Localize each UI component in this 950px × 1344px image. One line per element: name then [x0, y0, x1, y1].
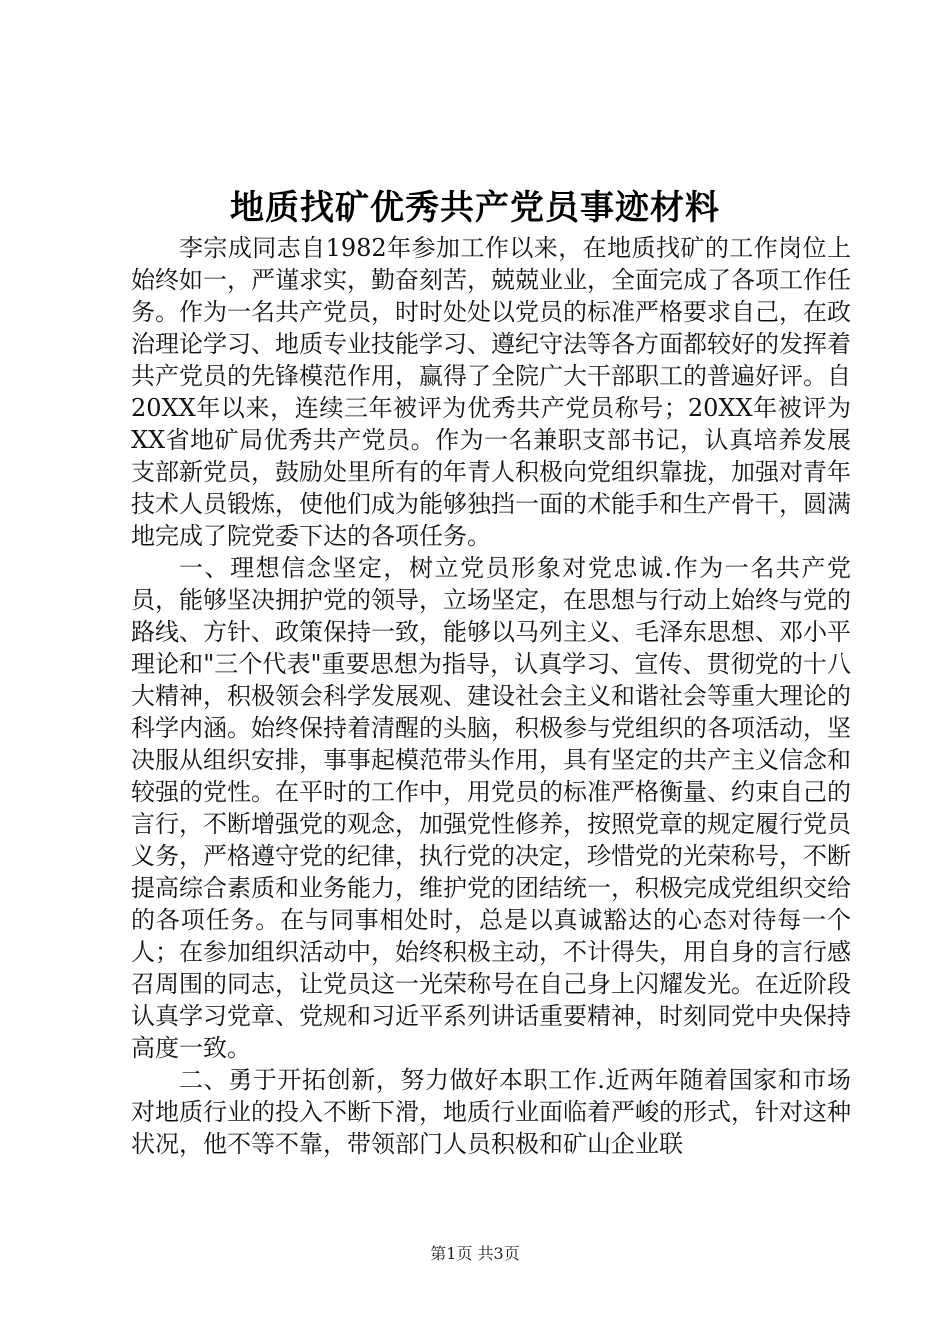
paragraph-section-one: 一、理想信念坚定，树立党员形象对党忠诚.作为一名共产党员，能够坚决拥护党的领导，立场坚定，在思想与行动上始终与党的路线、方针、政策保持一致，能够以马列主义、毛泽东思想、邓小平理论和"三个代表"重要思想为指导，认真学习、宣传、贯彻党的十八大精神，积极领会科学发展观、建设社会主义和谐社会等重大理论的科学内涵。始终保持着清醒的头脑，积极参与党组织的各项活动，坚决服从组织安排，事事起模范带头作用，具有坚定的共产主义信念和较强的党性。在平时的工作中，用党员的标准严格衡量、约束自己的言行，不断增强党的观念，加强党性修养，按照党章的规定履行党员义务，严格遵守党的纪律，执行党的决定，珍惜党的光荣称号，不断提高综合素质和业务能力，维护党的团结统一，积极完成党组织交给的各项任务。在与同事相处时，总是以真诚豁达的心态对待每一个人；在参加组织活动中，始终积极主动，不计得失，用自身的言行感召周围的同志，让党员这一光荣称号在自己身上闪耀发光。在近阶段认真学习党章、党规和习近平系列讲话重要精神，时刻同党中央保持高度一致。: [131, 554, 851, 1062]
document-title: 地质找矿优秀共产党员事迹材料: [230, 188, 720, 228]
page-number-footer: 第1页 共3页: [430, 1244, 520, 1263]
paragraph-section-two: 二、勇于开拓创新，努力做好本职工作.近两年随着国家和市场对地质行业的投入不断下滑，地质行业面临着严峻的形式，针对这种状况，他不等不靠，带领部门人员积极和矿山企业联: [131, 1066, 851, 1158]
document-body: [131, 232, 851, 1160]
paragraph-intro: 李宗成同志自1982年参加工作以来，在地质找矿的工作岗位上始终如一，严谨求实，勤奋刻苦，兢兢业业，全面完成了各项工作任务。作为一名共产党员，时时处处以党员的标准严格要求自己，在政治理论学习、地质专业技能学习、遵纪守法等各方面都较好的发挥着共产党员的先锋模范作用，赢得了全院广大干部职工的普遍好评。自20XX年以来，连续三年被评为优秀共产党员称号；20XX年被评为XX省地矿局优秀共产党员。作为一名兼职支部书记，认真培养发展支部新党员，鼓励处里所有的年青人积极向党组织靠拢，加强对青年技术人员锻炼，使他们成为能够独挡一面的术能手和生产骨干，圆满地完成了院党委下达的各项任务。: [131, 234, 851, 550]
